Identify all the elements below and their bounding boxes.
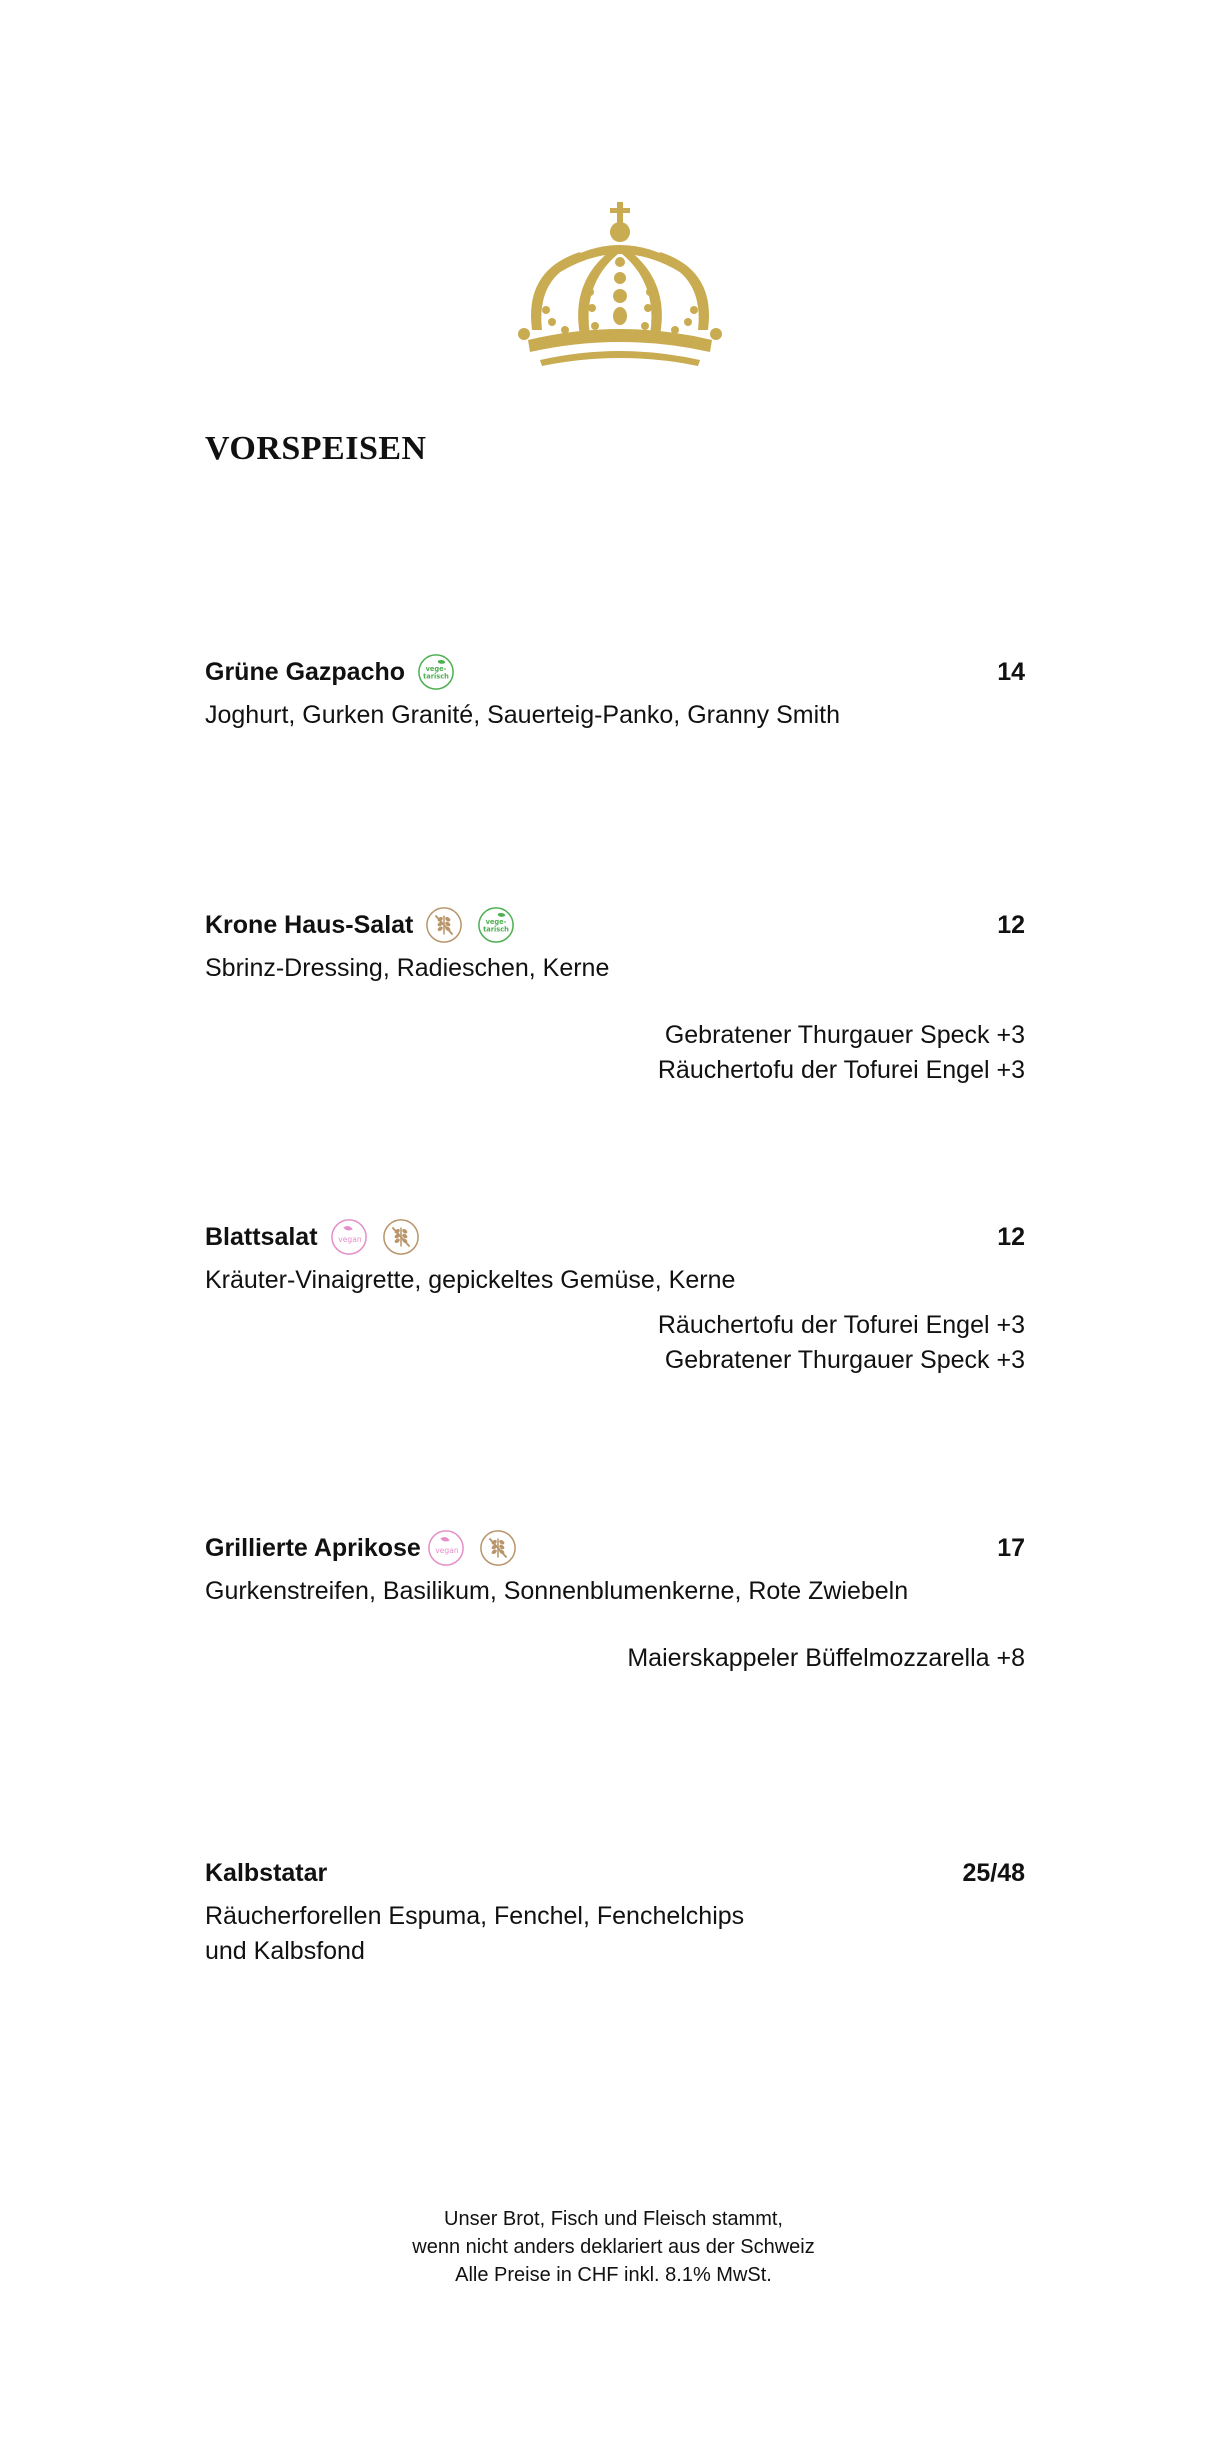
item-price: 12 — [997, 1222, 1025, 1251]
footer-line: Unser Brot, Fisch und Fleisch stammt, — [444, 2208, 783, 2230]
gluten-free-icon — [479, 1529, 517, 1567]
item-name: Kalbstatar — [205, 1858, 328, 1887]
item-price: 17 — [997, 1533, 1025, 1562]
extra-option: Gebratener Thurgauer Speck +3 — [664, 1346, 1025, 1374]
item-price: 12 — [997, 910, 1025, 939]
menu-item — [205, 650, 1025, 733]
item-description: Räucherforellen Espuma, Fenchel, Fenchelchips und Kalbsfond — [205, 1902, 745, 1965]
vegetarisch-icon — [417, 653, 455, 691]
item-name: Krone Haus-Salat — [205, 910, 414, 939]
vegetarisch-icon — [477, 906, 515, 944]
item-extras — [205, 1018, 1025, 1088]
gluten-free-icon — [425, 906, 463, 944]
item-price: 14 — [997, 657, 1025, 686]
extra-option: Räuchertofu der Tofurei Engel +3 — [657, 1056, 1025, 1084]
item-name: Grüne Gazpacho — [205, 657, 406, 686]
footer-line: Alle Preise in CHF inkl. 8.1% MwSt. — [455, 2264, 772, 2286]
item-description: Gurkenstreifen, Basilikum, Sonnenblumenkerne, Rote Zwiebeln — [205, 1577, 909, 1605]
vegan-icon — [330, 1218, 368, 1256]
crown-icon — [510, 200, 730, 370]
menu-item — [205, 1851, 1025, 1969]
item-name: Grillierte Aprikose — [205, 1533, 421, 1562]
item-name: Blattsalat — [205, 1222, 318, 1251]
extra-option: Gebratener Thurgauer Speck +3 — [664, 1021, 1025, 1049]
section-title: VORSPEISEN — [205, 430, 427, 467]
footer-line: wenn nicht anders deklariert aus der Schweiz — [412, 2236, 815, 2258]
item-extras — [205, 1308, 1025, 1378]
item-extras — [205, 1641, 1025, 1676]
menu-item — [205, 1215, 1025, 1378]
item-description: Sbrinz-Dressing, Radieschen, Kerne — [205, 954, 610, 982]
extra-option: Räuchertofu der Tofurei Engel +3 — [657, 1311, 1025, 1339]
item-description: Joghurt, Gurken Granité, Sauerteig-Panko, Granny Smith — [205, 701, 841, 729]
gluten-free-icon — [382, 1218, 420, 1256]
item-price: 25/48 — [962, 1858, 1025, 1887]
vegan-icon — [427, 1529, 465, 1567]
menu-item — [205, 1526, 1025, 1676]
menu-item — [205, 903, 1025, 1088]
footer-note — [0, 2205, 1227, 2289]
extra-option: Maierskappeler Büffelmozzarella +8 — [627, 1644, 1025, 1672]
item-description: Kräuter-Vinaigrette, gepickeltes Gemüse, Kerne — [205, 1266, 736, 1294]
